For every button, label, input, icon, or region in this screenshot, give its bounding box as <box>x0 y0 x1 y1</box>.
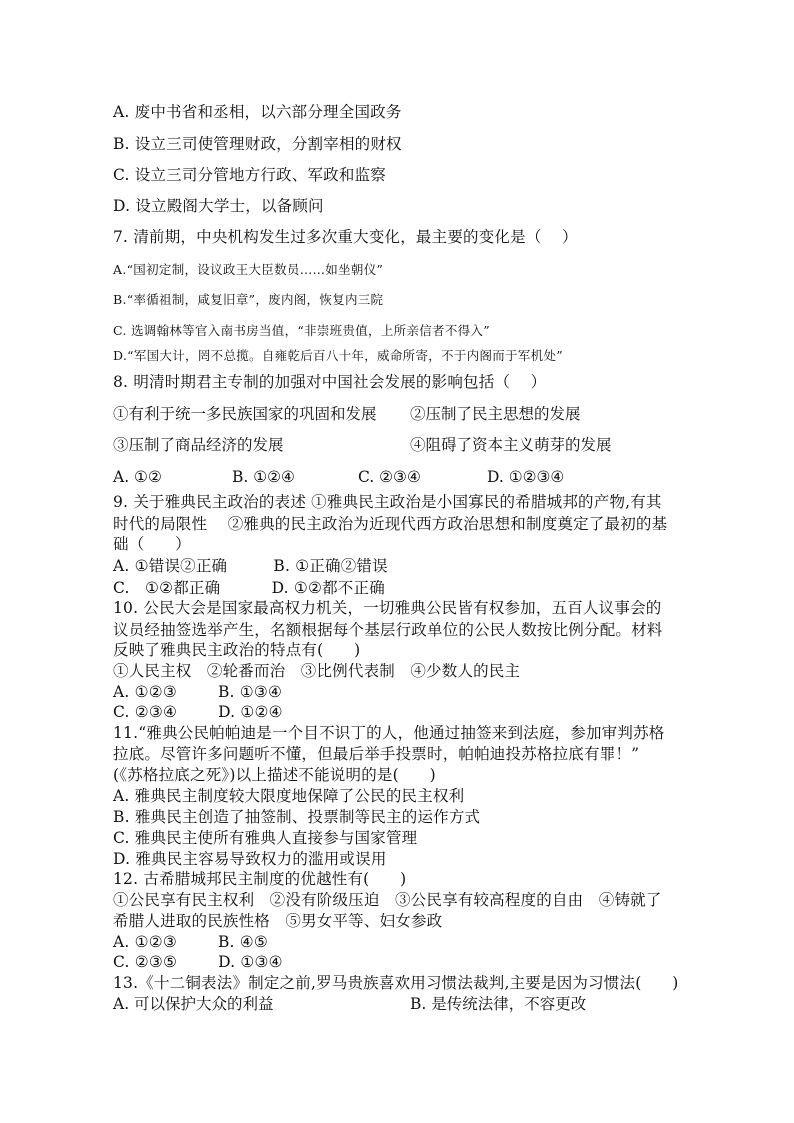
option-line: C. 选调翰林等官入南书房当值，“非崇班贵值，上所亲信者不得入” <box>113 323 490 338</box>
statement-item: ③压制了商品经济的发展 <box>113 436 284 454</box>
choice-line: C. ①②都正确 D. ①②都不正确 <box>113 579 385 597</box>
choice-b: B. 是传统法律，不容更改 <box>410 995 587 1013</box>
option-line: B. 雅典民主创造了抽签制、投票制等民主的运作方式 <box>113 808 481 826</box>
choice-b: B. ①②④ <box>232 468 295 486</box>
choice-a: A. ①② <box>113 468 162 486</box>
option-line: A. 废中书省和丞相，以六部分理全国政务 <box>113 103 402 121</box>
choice-line: C. ②③⑤ D. ①③④ <box>113 953 283 971</box>
option-line: D.“军国大计，罔不总揽。自雍乾后百八十年，威命所寄，不于内阁而于军机处” <box>113 348 563 363</box>
question-9-stem: 时代的局限性 ②雅典的民主政治为近现代西方政治思想和制度奠定了最初的基 <box>113 515 668 533</box>
option-line: D. 设立殿阁大学士，以备顾问 <box>113 197 324 215</box>
question-10-stem: 10. 公民大会是国家最高权力机关，一切雅典公民皆有权参加，五百人议事会的 <box>113 599 662 617</box>
choice-c: C. ②③④ <box>358 468 421 486</box>
question-9-stem: 9. 关于雅典民主政治的表述 ①雅典民主政治是小国寡民的希腊城邦的产物,有其 <box>113 493 662 511</box>
option-line: B.“率循祖制，咸复旧章”，废内阁，恢复内三院 <box>113 292 384 307</box>
question-11-stem: 拉底。尽管许多问题听不懂，但最后举手投票时，帕帕迪投苏格拉底有罪！” <box>113 745 640 763</box>
question-8-stem: 8. 明清时期君主专制的加强对中国社会发展的影响包括（ ） <box>113 373 547 391</box>
option-line: A.“国初定制，设议政王大臣数员……如坐朝仪” <box>113 262 384 277</box>
question-10-stem: 议员经抽签选举产生，名额根据每个基层行政单位的公民人数按比例分配。材料 <box>113 621 663 639</box>
choice-line: A. ①错误②正确 B. ①正确②错误 <box>113 557 388 575</box>
statement-line: 希腊人进取的民族性格 ⑤男女平等、妇女参政 <box>113 912 443 930</box>
statement-line: ①人民主权 ②轮番而治 ③比例代表制 ④少数人的民主 <box>113 662 521 680</box>
statement-item: ①有利于统一多民族国家的巩固和发展 <box>113 405 377 423</box>
question-10-stem: 反映了雅典民主政治的特点有( ) <box>113 641 361 659</box>
question-12-stem: 12. 古希腊城邦民主制度的优越性有( ) <box>113 870 407 888</box>
option-line: C. 雅典民主使所有雅典人直接参与国家管理 <box>113 829 418 847</box>
choice-line: C. ②③④ D. ①②④ <box>113 703 283 721</box>
option-line: B. 设立三司使管理财政，分割宰相的财权 <box>113 135 402 153</box>
statement-item: ②压制了民主思想的发展 <box>410 405 581 423</box>
question-7-stem: 7. 清前期，中央机构发生过多次重大变化，最主要的变化是（ ） <box>113 228 578 246</box>
choice-d: D. ①②③④ <box>487 468 565 486</box>
statement-line: ①公民享有民主权利 ②没有阶级压迫 ③公民享有较高程度的自由 ④铸就了 <box>113 891 662 909</box>
question-11-stem: (《苏格拉底之死》)以上描述不能说明的是( ) <box>113 766 436 784</box>
choice-a: A. 可以保护大众的利益 <box>113 995 274 1013</box>
question-9-stem: 础（ ） <box>113 535 191 553</box>
question-11-stem: 11.“雅典公民帕帕迪是一个目不识丁的人，他通过抽签来到法庭，参加审判苏格 <box>113 724 665 742</box>
option-line: A. 雅典民主制度较大限度地保障了公民的民主权利 <box>113 787 465 805</box>
option-line: C. 设立三司分管地方行政、军政和监察 <box>113 166 386 184</box>
question-13-stem: 13.《十二铜表法》制定之前,罗马贵族喜欢用习惯法裁判,主要是因为习惯法( ) <box>113 974 679 992</box>
statement-item: ④阻碍了资本主义萌芽的发展 <box>410 436 612 454</box>
choice-line: A. ①②③ B. ①③④ <box>113 683 283 701</box>
option-line: D. 雅典民主容易导致权力的滥用或误用 <box>113 850 387 868</box>
choice-line: A. ①②③ B. ④⑤ <box>113 933 268 951</box>
